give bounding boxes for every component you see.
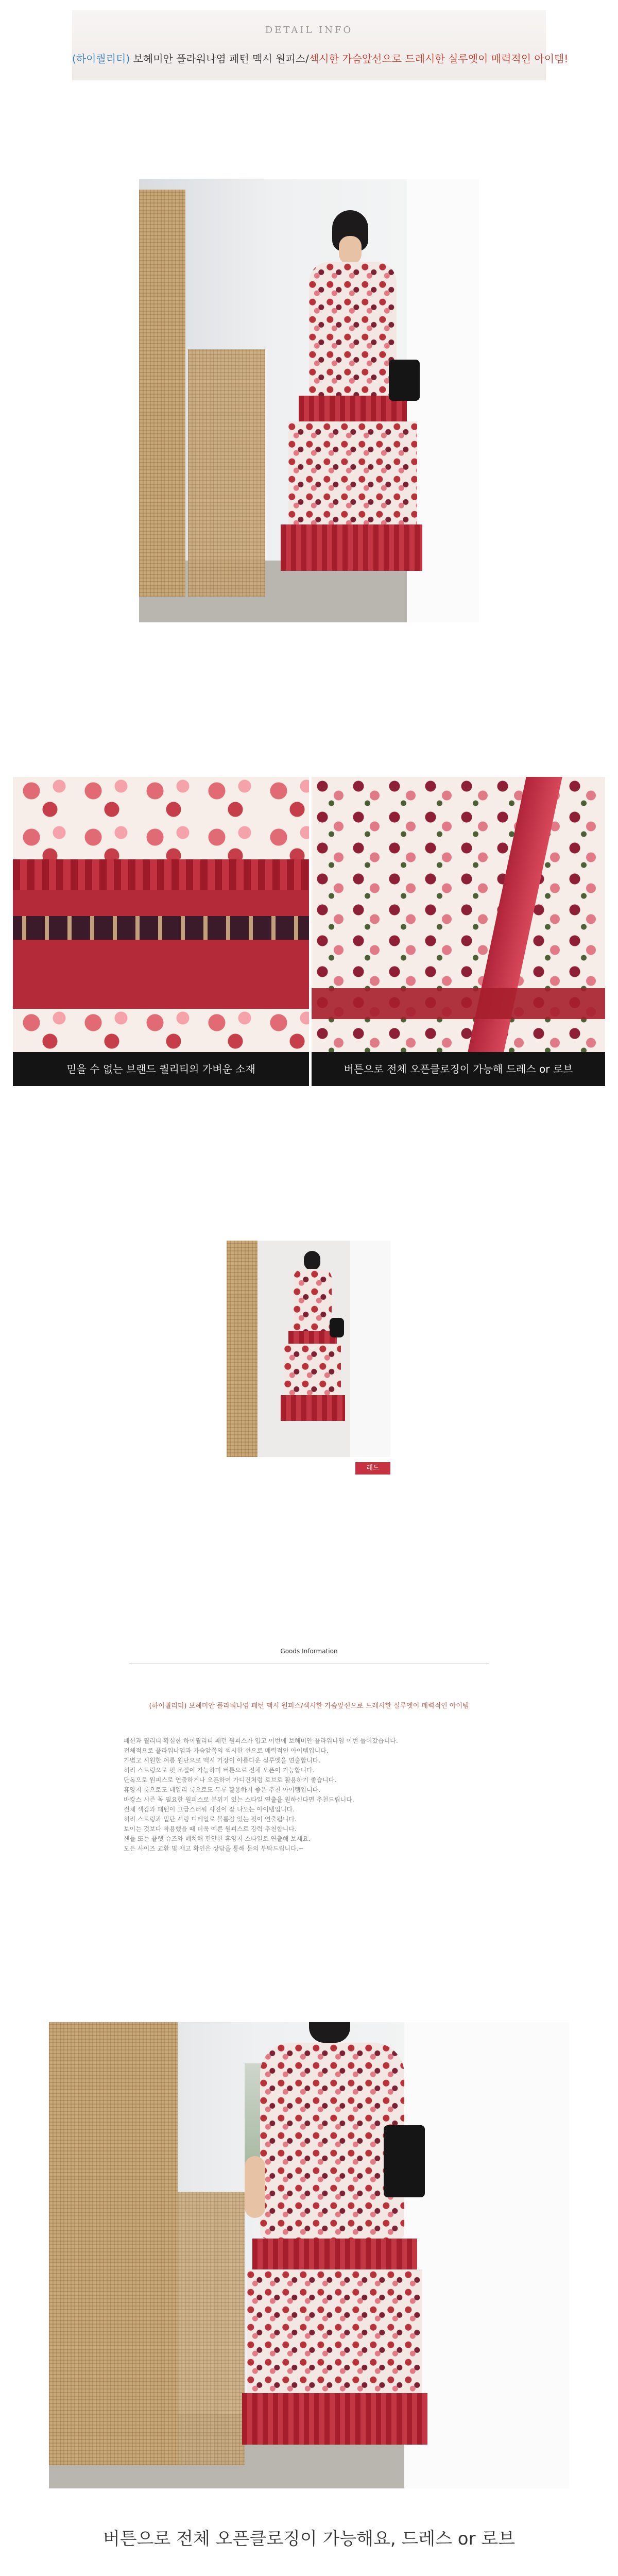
model-photo-2: [49, 2022, 569, 2488]
goods-info-line: 단독으로 원피스로 연출하거나 오픈하여 가디건처럼 로브로 활용하기 좋습니다.: [124, 1776, 337, 1784]
goods-info-line: 가볍고 시원한 여름 원단으로 맥시 기장이 아름다운 실루엣을 연출합니다.: [124, 1757, 321, 1764]
color-label-red: 레드: [355, 1462, 390, 1475]
goods-info-line: 모든 사이즈 교환 및 재고 확인은 상담을 통해 문의 부탁드립니다.~: [124, 1845, 304, 1852]
feature-caption: 버튼으로 전체 오픈클로징이 가능해요, 드레스 or 로브: [102, 2529, 516, 2549]
detail-photo-buttons: [312, 777, 605, 1086]
detail-caption-right: 버튼으로 전체 오픈클로징이 가능해 드레스 or 로브: [312, 1052, 605, 1086]
handbag: [389, 360, 420, 401]
goods-info-line: 전체적으로 플라워나염과 가슴앞쪽의 섹시한 선으로 매력적인 아이템입니다.: [124, 1747, 329, 1754]
goods-info-body: [124, 1736, 494, 1854]
rattan-screen: [139, 190, 185, 597]
goods-info-line: 허리 스트링과 밑단 셔링 디테일로 볼륨감 있는 핏이 연출됩니다.: [124, 1816, 297, 1823]
goods-info-line: 패션과 퀄리티 확실한 하이퀄리티 패턴 원피스가 입고 이번에 보헤미안 플라워나염 이번 들어갔습니다.: [124, 1737, 398, 1744]
goods-info-line: 휴양지 룩으로도 데일리 룩으로도 두루 활용하기 좋은 추천 아이템입니다.: [124, 1786, 321, 1793]
detail-info-title: DETAIL INFO: [265, 25, 353, 36]
detail-caption-left: 믿을 수 없는 브랜드 퀄리티의 가벼운 소재: [13, 1052, 309, 1086]
goods-info-subtitle: (하이퀄리티) 보헤미안 플라워나염 패턴 맥시 원피스/섹시한 가슴앞선으로 드레시한 실루엣이 매력적인 아이템: [149, 1702, 469, 1710]
dress: [309, 262, 397, 396]
detail-info-banner: [72, 10, 569, 80]
color-photo-red: [227, 1241, 390, 1457]
main-model-photo: [139, 179, 479, 622]
intro-highlight-text: 섹시한 가슴앞선으로 드레시한 실루엣이 매력적인 아이템!: [308, 53, 569, 65]
goods-info-line: 허리 스트링으로 핏 조절이 가능하며 버튼으로 전체 오픈이 가능합니다.: [124, 1767, 315, 1774]
goods-info-line: 전체 색감과 패턴이 고급스러워 사진이 잘 나오는 아이템입니다.: [124, 1806, 295, 1813]
intro-main-text: 보헤미안 플라워나염 패턴 맥시 원피스/: [130, 53, 309, 65]
intro-quality-tag: (하이퀄리티): [72, 53, 130, 65]
detail-photo-fabric: [13, 777, 309, 1086]
goods-info-line: 샌들 또는 플랫 슈즈와 매치해 편안한 휴양지 스타일로 연출해 보세요.: [124, 1835, 311, 1842]
goods-info-line: 보이는 것보다 착용했을 때 더욱 예쁜 원피스로 강력 추천합니다.: [124, 1825, 297, 1833]
product-intro-text: [72, 50, 569, 65]
goods-info-line: 바캉스 시즌 꼭 필요한 원피스로 분위기 있는 스타일 연출을 원하신다면 추천드립니다.: [124, 1796, 354, 1803]
goods-info-divider: [129, 1663, 489, 1664]
goods-info-title: Goods Information: [280, 1648, 338, 1655]
